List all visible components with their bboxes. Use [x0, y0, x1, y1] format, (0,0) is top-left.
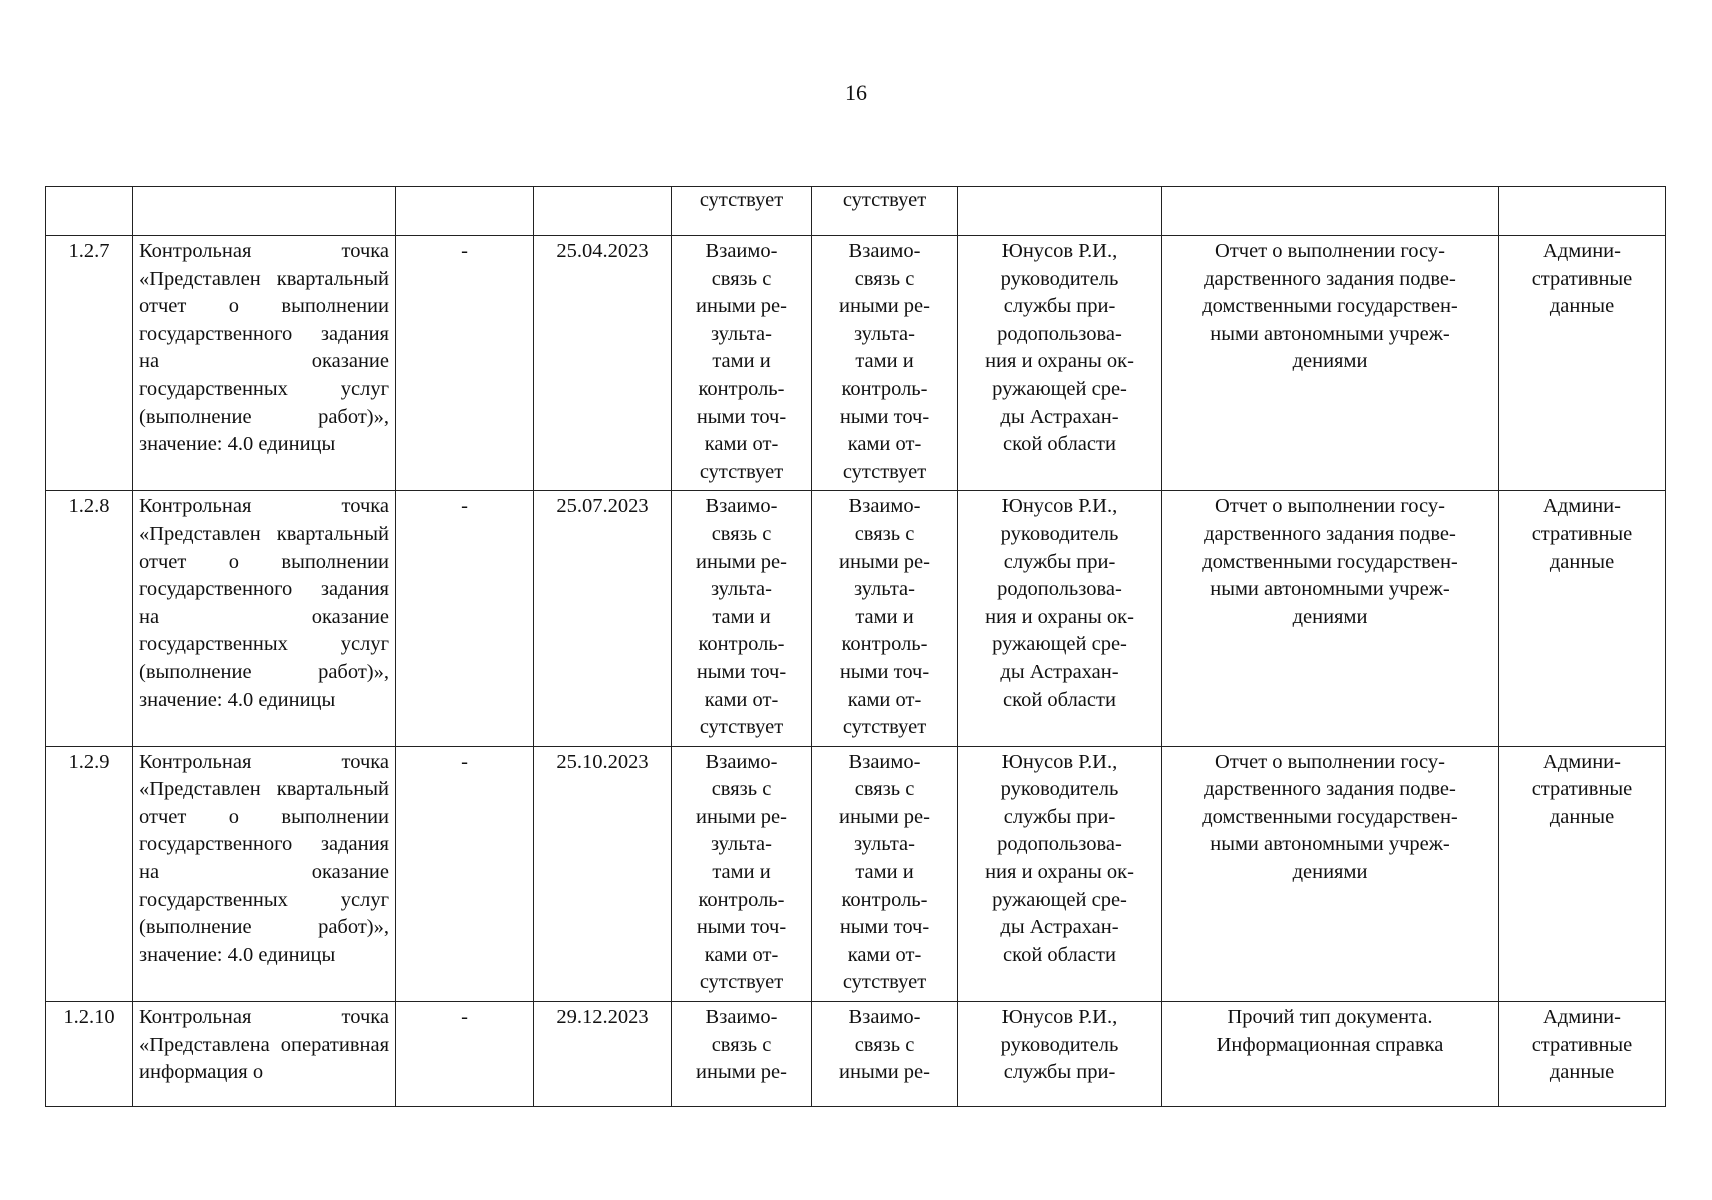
cell-date: 29.12.2023 [534, 1002, 672, 1107]
cell-relation-a: сутствует [672, 187, 812, 236]
cell-source: Админи- стративные данные [1499, 491, 1666, 746]
cell-dash: - [396, 491, 534, 746]
cell-relation-b: Взаимо- связь с иными ре- зульта- тами и контроль- ными точ- ками от- сутствует [812, 236, 958, 491]
cell-num: 1.2.9 [46, 746, 133, 1001]
cell-relation-a: Взаимо- связь с иными ре- [672, 1002, 812, 1107]
table-row [46, 746, 1666, 1001]
continuation-row [46, 187, 1666, 236]
cell-responsible: Юнусов Р.И., руководитель службы при- родопользова- ния и охраны ок- ружающей сре- ды Астрахан- ской области [958, 236, 1162, 491]
cell-description: Контрольная точка «Представлена оперативная информация о [133, 1002, 396, 1107]
cell-document: Отчет о выполнении госу- дарственного задания подве- домственными государствен- ными автономными учреж- дениями [1162, 236, 1499, 491]
cell-document [1162, 187, 1499, 236]
cell-responsible: Юнусов Р.И., руководитель службы при- родопользова- ния и охраны ок- ружающей сре- ды Астрахан- ской области [958, 746, 1162, 1001]
cell-relation-a: Взаимо- связь с иными ре- зульта- тами и контроль- ными точ- ками от- сутствует [672, 236, 812, 491]
control-points-table [45, 186, 1666, 1107]
cell-num: 1.2.7 [46, 236, 133, 491]
cell-dash: - [396, 746, 534, 1001]
cell-document: Прочий тип документа. Информационная справка [1162, 1002, 1499, 1107]
cell-relation-b: Взаимо- связь с иными ре- зульта- тами и контроль- ными точ- ками от- сутствует [812, 746, 958, 1001]
cell-relation-b: Взаимо- связь с иными ре- зульта- тами и контроль- ными точ- ками от- сутствует [812, 491, 958, 746]
cell-date: 25.04.2023 [534, 236, 672, 491]
cell-description: Контрольная точка «Представлен квартальный отчет о выполнении государственного задания на оказание государственных услуг (выполнение работ)», значение: 4.0 единицы [133, 491, 396, 746]
page-number: 16 [845, 80, 867, 105]
cell-document: Отчет о выполнении госу- дарственного задания подве- домственными государствен- ными автономными учреж- дениями [1162, 491, 1499, 746]
cell-source: Админи- стративные данные [1499, 236, 1666, 491]
cell-date [534, 187, 672, 236]
cell-date: 25.10.2023 [534, 746, 672, 1001]
cell-description: Контрольная точка «Представлен квартальный отчет о выполнении государственного задания на оказание государственных услуг (выполнение работ)», значение: 4.0 единицы [133, 236, 396, 491]
cell-description [133, 187, 396, 236]
cell-responsible: Юнусов Р.И., руководитель службы при- родопользова- ния и охраны ок- ружающей сре- ды Астрахан- ской области [958, 491, 1162, 746]
cell-document: Отчет о выполнении госу- дарственного задания подве- домственными государствен- ными автономными учреж- дениями [1162, 746, 1499, 1001]
cell-dash: - [396, 1002, 534, 1107]
cell-responsible [958, 187, 1162, 236]
cell-source: Админи- стративные данные [1499, 746, 1666, 1001]
table-row [46, 1002, 1666, 1107]
cell-responsible: Юнусов Р.И., руководитель службы при- [958, 1002, 1162, 1107]
cell-relation-b: Взаимо- связь с иными ре- [812, 1002, 958, 1107]
cell-num: 1.2.8 [46, 491, 133, 746]
cell-description: Контрольная точка «Представлен квартальный отчет о выполнении государственного задания на оказание государственных услуг (выполнение работ)», значение: 4.0 единицы [133, 746, 396, 1001]
cell-dash: - [396, 236, 534, 491]
cell-num: 1.2.10 [46, 1002, 133, 1107]
cell-relation-b: сутствует [812, 187, 958, 236]
cell-relation-a: Взаимо- связь с иными ре- зульта- тами и контроль- ными точ- ками от- сутствует [672, 491, 812, 746]
cell-relation-a: Взаимо- связь с иными ре- зульта- тами и контроль- ными точ- ками от- сутствует [672, 746, 812, 1001]
cell-num [46, 187, 133, 236]
cell-date: 25.07.2023 [534, 491, 672, 746]
table-row [46, 491, 1666, 746]
table-row [46, 236, 1666, 491]
cell-source: Админи- стративные данные [1499, 1002, 1666, 1107]
cell-source [1499, 187, 1666, 236]
cell-dash [396, 187, 534, 236]
